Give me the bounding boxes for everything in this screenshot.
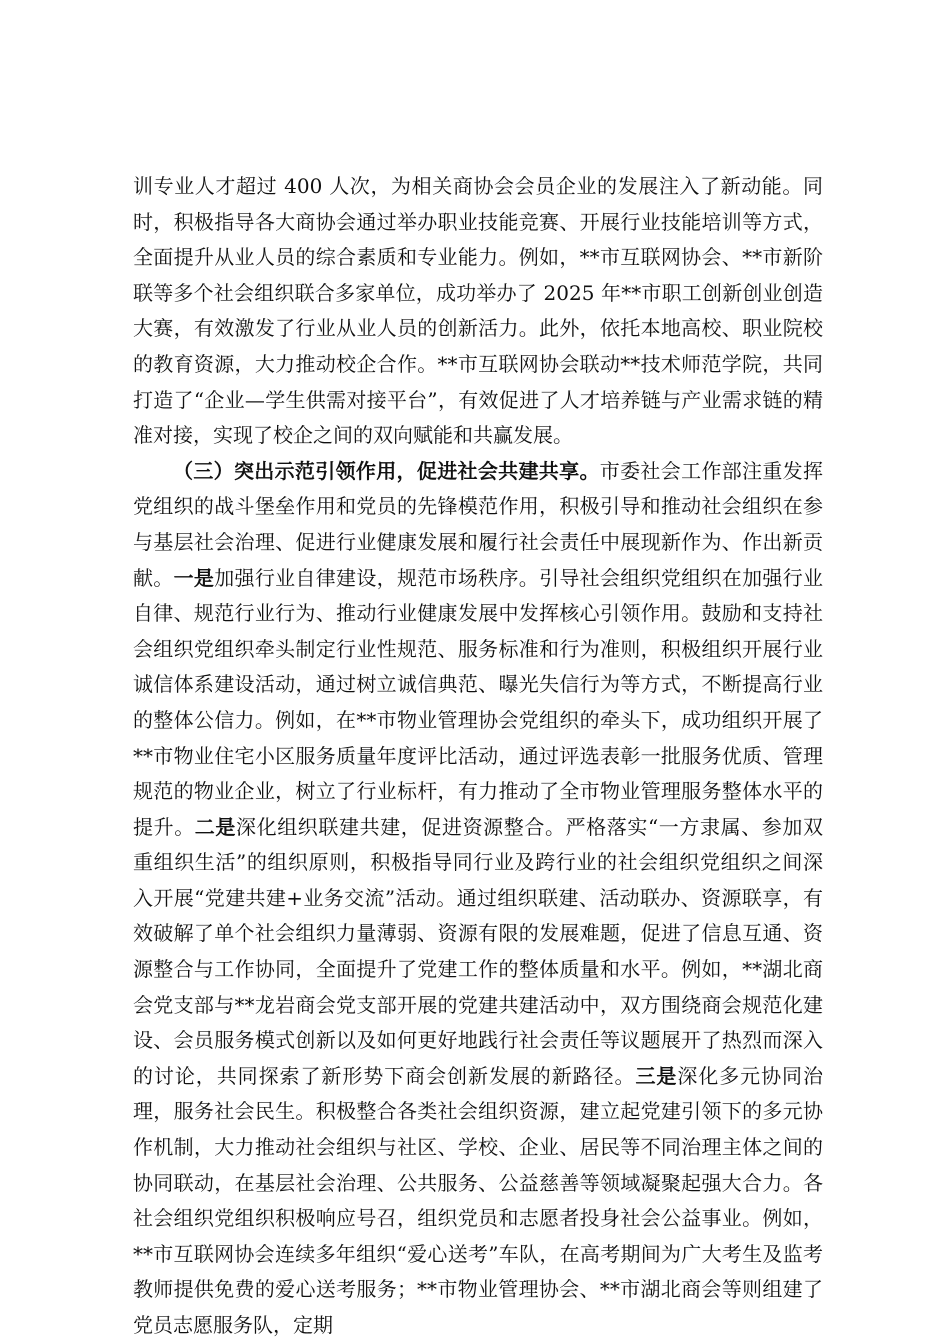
paragraph-continuation: 训专业人才超过 400 人次，为相关商协会会员企业的发展注入了新动能。同时，积极指导各大商协会通过举办职业技能竞赛、开展行业技能培训等方式，全面提升从业人员的综合素质和专业能力。例如，**市互联网协会、**市新阶联等多个社会组织联合多家单位，成功举办了 2025 年**市职工创新创业创造大赛，有效激发了行业从业人员的创新活力。此外，依托本地高校、职业院校的教育资源，大力推动校企合作。**市互联网协会联动**技术师范学院，共同打造了“企业—学生供需对接平台”，有效促进了人才培养链与产业需求链的精准对接，实现了校企之间的双向赋能和共赢发展。 — [133, 174, 823, 448]
point-three-label: 三是 — [635, 1063, 678, 1088]
section-heading: （三）突出示范引领作用，促进社会共建共享。 — [173, 458, 600, 483]
point-two-label: 二是 — [194, 814, 236, 839]
point-one-label: 一是 — [173, 565, 215, 590]
point-one-text: 加强行业自律建设，规范市场秩序。引导社会组织党组织在加强行业自律、规范行业行为、推动行业健康发展中发挥核心引领作用。鼓励和支持社会组织党组织牵头制定行业性规范、服务标准和行为准则，积极组织开展行业诚信体系建设活动，通过树立诚信典范、曝光失信行为等方式，不断提高行业的整体公信力。例如，在**市物业管理协会党组织的牵头下，成功组织开展了**市物业住宅小区服务质量年度评比活动，通过评选表彰一批服务优质、管理规范的物业企业，树立了行业标杆，有力推动了全市物业管理服务整体水平的提升。 — [133, 565, 824, 839]
point-three-text: 深化多元协同治理，服务社会民生。积极整合各类社会组织资源，建立起党建引领下的多元协作机制，大力推动社会组织与社区、学校、企业、居民等不同治理主体之间的协同联动，在基层社会治理、公共服务、公益慈善等领域凝聚起强大合力。各社会组织党组织积极响应号召，组织党员和志愿者投身社会公益事业。例如，**市互联网协会连续多年组织“爱心送考”车队，在高考期间为广大考生及监考教师提供免费的爱心送考服务；**市物业管理协会、**市湖北商会等则组建了党员志愿服务队，定期 — [133, 1063, 823, 1337]
point-two-text: 深化组织联建共建，促进资源整合。严格落实“一方隶属、参加双重组织生活”的组织原则，积极指导同行业及跨行业的社会组织党组织之间深入开展“党建共建+业务交流”活动。通过组织联建、活动联办、资源联享，有效破解了单个社会组织力量薄弱、资源有限的发展难题，促进了信息互通、资源整合与工作协同，全面提升了党建工作的整体质量和水平。例如，**湖北商会党支部与**龙岩商会党支部开展的党建共建活动中，双方围绕商会规范化建设、会员服务模式创新以及如何更好地践行社会责任等议题展开了热烈而深入的讨论，共同探索了新形势下商会创新发展的新路径。 — [133, 814, 823, 1088]
paragraph-section-three — [133, 454, 823, 1344]
body-text — [133, 169, 823, 1344]
section-intro: 市委社会工作部注重发挥党组织的战斗堡垒作用和党员的先锋模范作用，积极引导和推动社会组织在参与基层社会治理、促进行业健康发展和履行社会责任中展现新作为、作出新贡献。 — [133, 458, 824, 590]
